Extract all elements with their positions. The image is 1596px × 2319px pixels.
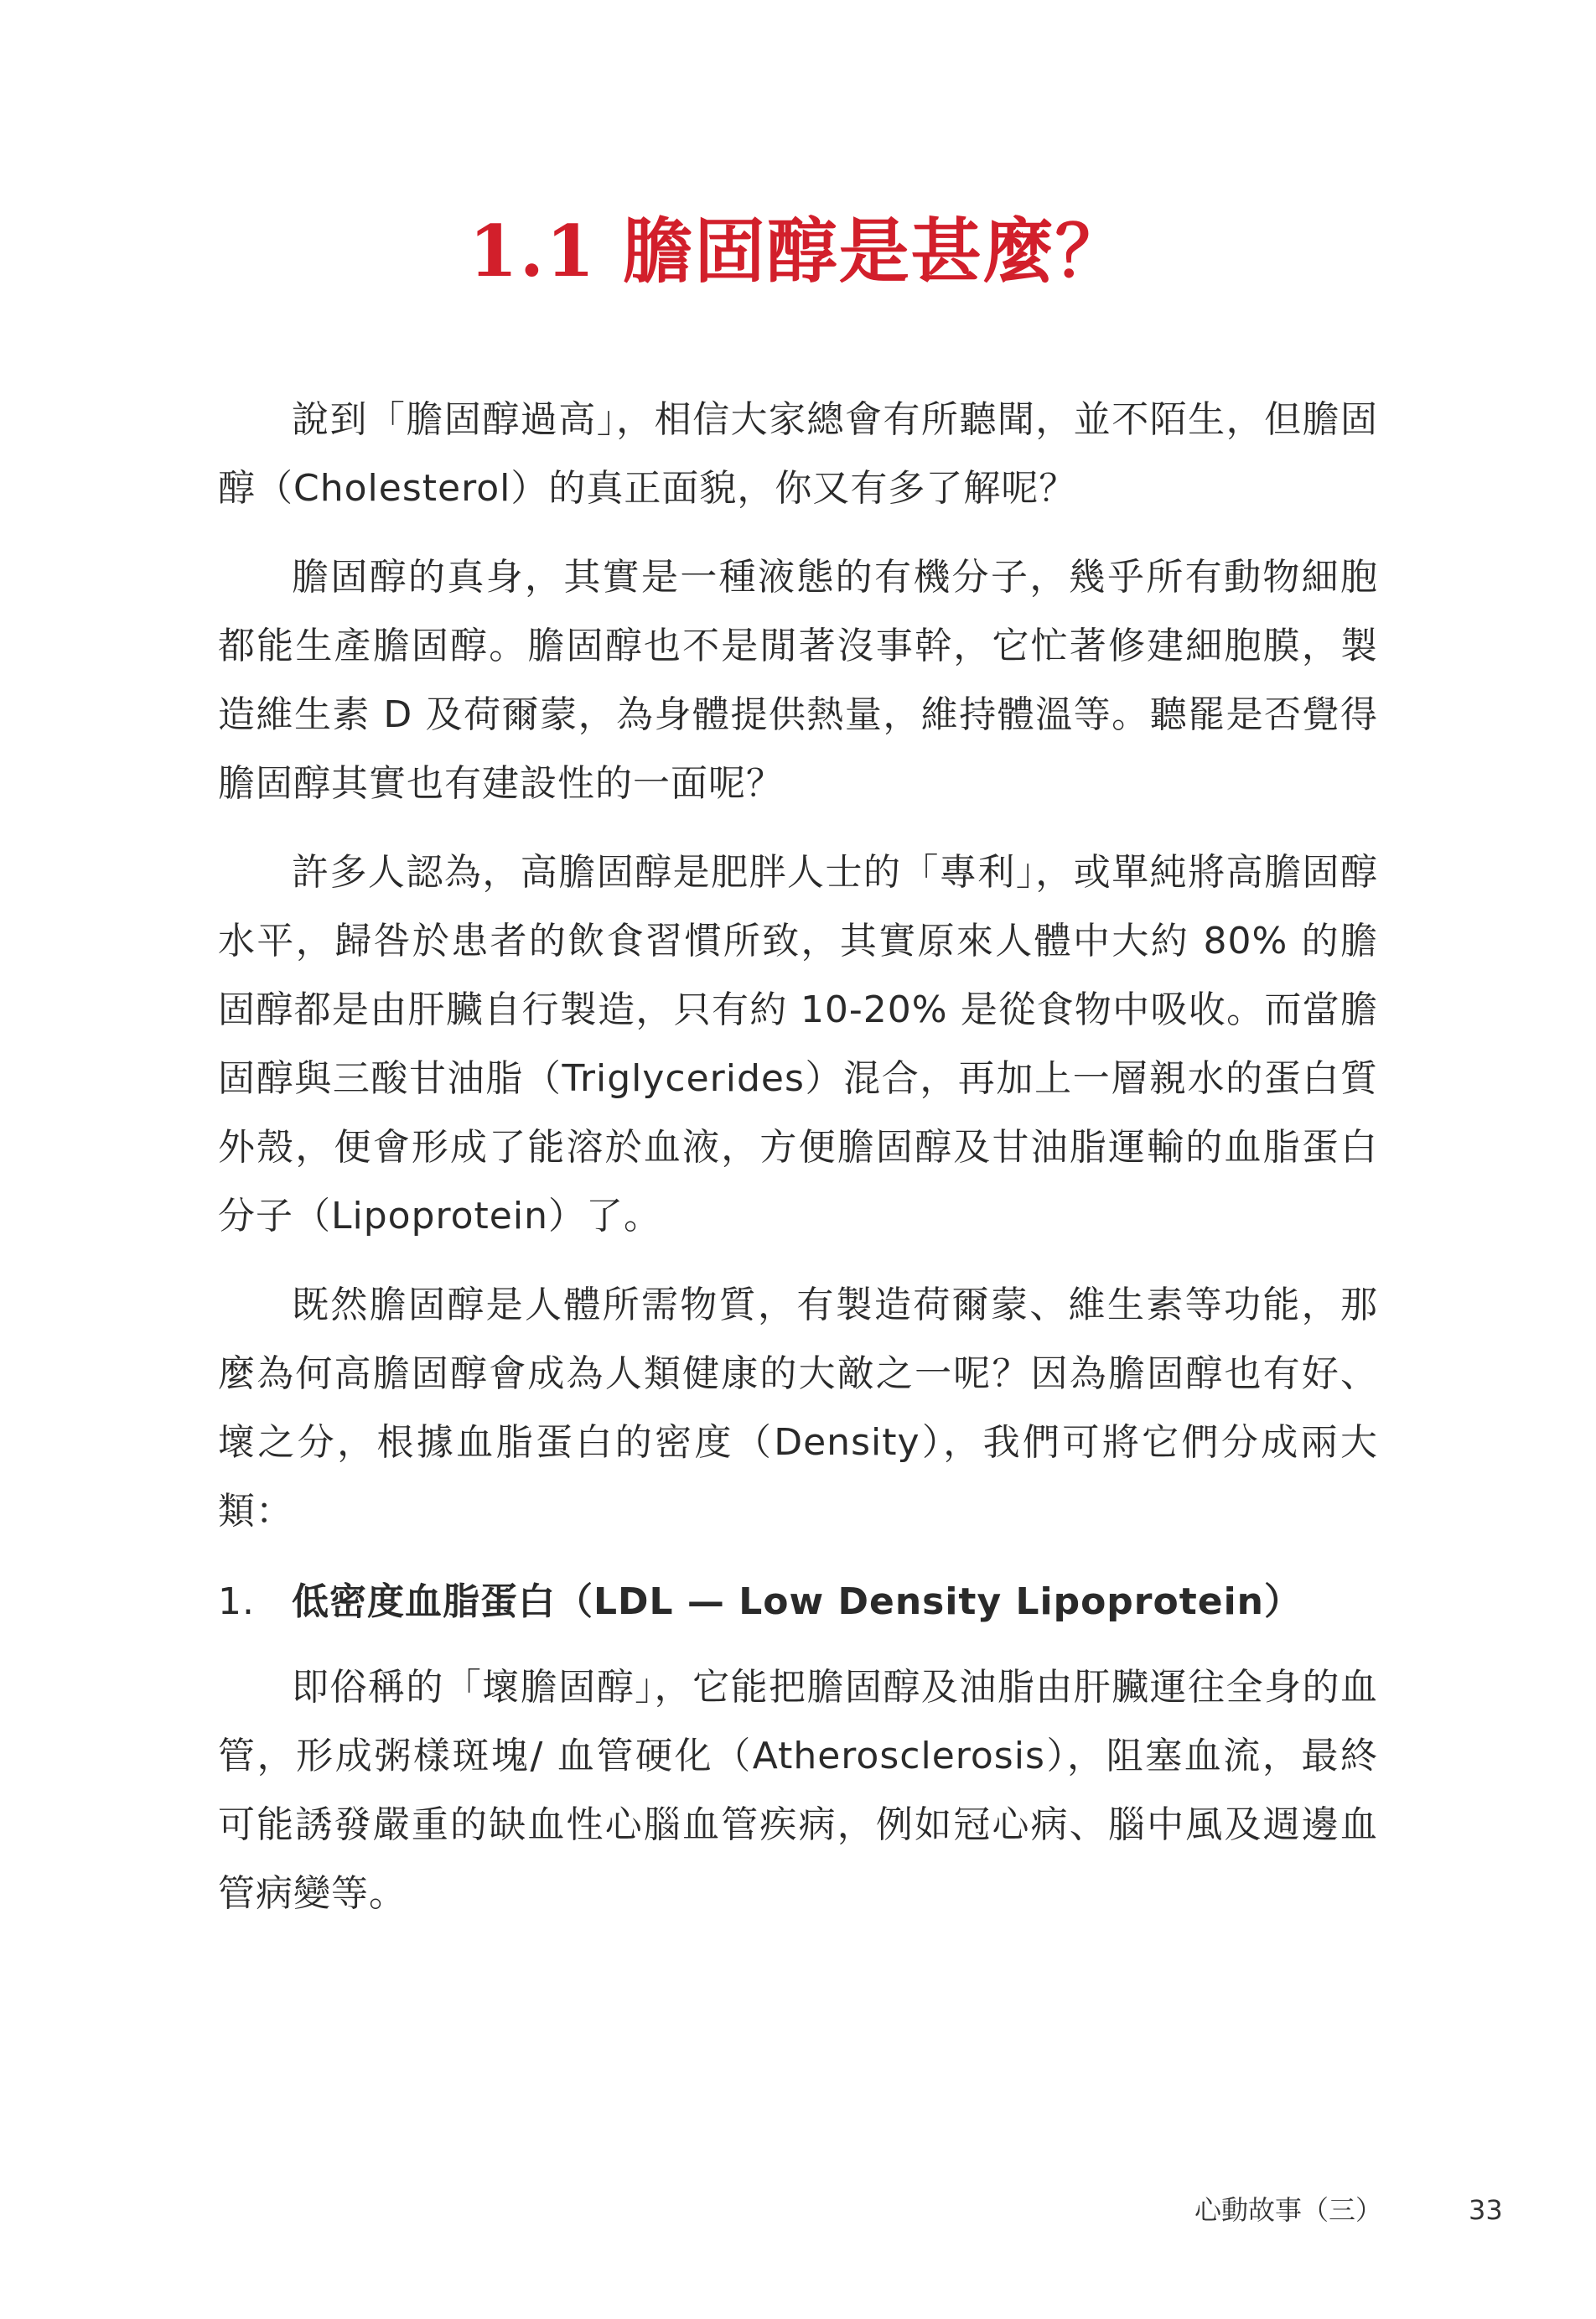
paragraph-3: 許多人認為，高膽固醇是肥胖人士的「專利」，或單純將高膽固醇水平，歸咎於患者的飲食習慣所致，其實原來人體中大約 80% 的膽固醇都是由肝臟自行製造，只有約 10-20% 是從食物中吸收。而當膽固醇與三酸甘油脂（Triglycerides）混合，再加上一層親水的蛋白質外殼，便會形成了能溶於血液，方便膽固醇及甘油脂運輸的血脂蛋白分子（Lipoprotein）了。 — [218, 851, 1378, 1237]
section-number: 1. — [218, 1580, 255, 1623]
section-heading-text: 低密度血脂蛋白（LDL — Low Density Lipoprotein） — [292, 1580, 1303, 1623]
footer-book-title: 心動故事（三） — [1194, 2194, 1383, 2226]
page-title: 1.1 膽固醇是甚麼？ — [469, 210, 1127, 293]
article-body — [218, 386, 1378, 1948]
section-heading — [218, 1568, 1378, 1637]
footer-page-number: 33 — [1469, 2194, 1503, 2226]
paragraph-1: 說到「膽固醇過高」，相信大家總會有所聽聞，並不陌生，但膽固醇（Cholesterol）的真正面貌，你又有多了解呢？ — [218, 398, 1378, 510]
paragraph-2: 膽固醇的真身，其實是一種液態的有機分子，幾乎所有動物細胞都能生產膽固醇。膽固醇也不是閒著沒事幹，它忙著修建細胞膜，製造維生素 D 及荷爾蒙，為身體提供熱量，維持體溫等。聽罷是否覺得膽固醇其實也有建設性的一面呢？ — [218, 556, 1378, 805]
paragraph-4: 既然膽固醇是人體所需物質，有製造荷爾蒙、維生素等功能，那麼為何高膽固醇會成為人類健康的大敵之一呢？因為膽固醇也有好、壞之分，根據血脂蛋白的密度（Density），我們可將它們分成兩大類： — [218, 1284, 1378, 1533]
section-paragraph: 即俗稱的「壞膽固醇」，它能把膽固醇及油脂由肝臟運往全身的血管，形成粥樣斑塊/ 血管硬化（Atherosclerosis），阻塞血流，最終可能誘發嚴重的缺血性心腦血管疾病，例如冠心病、腦中風及週邊血管病變等。 — [218, 1666, 1378, 1915]
